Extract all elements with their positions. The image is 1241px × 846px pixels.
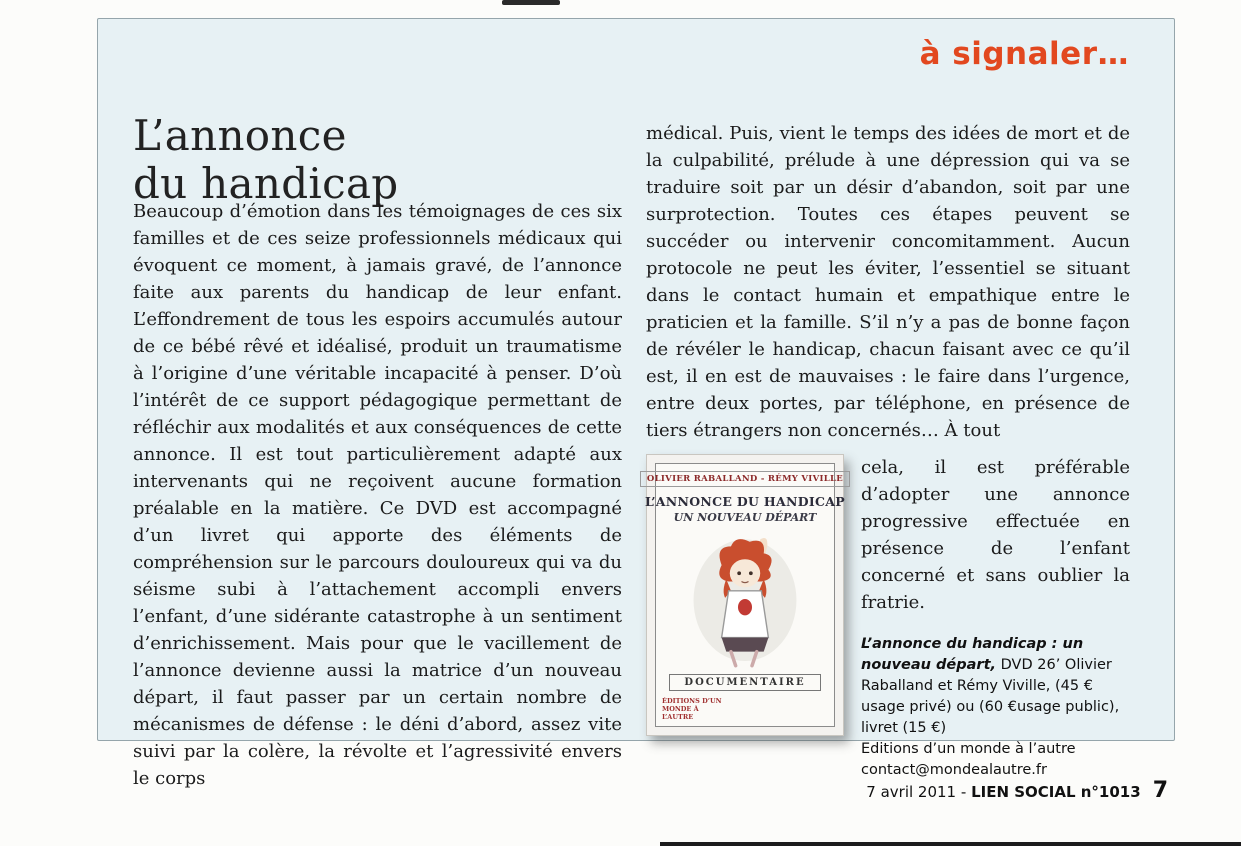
article-column-right: [646, 120, 1130, 781]
footer-magazine: LIEN SOCIAL n°1013: [971, 783, 1141, 801]
scan-artifact-bottom: [660, 842, 1241, 846]
media-row: [646, 454, 1130, 781]
footer-date: 7 avril 2011 -: [866, 783, 972, 801]
dvd-cover-artwork: [662, 524, 828, 674]
page-footer: [0, 778, 1168, 803]
caption-details: DVD 26’ Olivier Raballand et Rémy Viville, (45 € usage privé) ou (60 €usage public), livret (15 €): [861, 657, 1120, 736]
manga-girl-illustration: [686, 530, 804, 668]
dvd-cover-title: L’ANNONCE DU HANDICAP: [645, 494, 845, 509]
contact-email: contact@mondealautre.fr: [861, 762, 1047, 778]
dvd-cover-inner: [645, 463, 845, 727]
article-column-left: [133, 198, 622, 792]
dvd-cover-subtitle: UN NOUVEAU DÉPART: [673, 511, 817, 524]
footer-page-number: 7: [1152, 778, 1168, 803]
dvd-publisher-logo: ÉDITIONS D’UN MONDE À L’AUTRE: [662, 696, 722, 721]
article-body-right: médical. Puis, vient le temps des idées de mort et de la culpabilité, prélude à une dépression qui va se traduire soit par un désir d’abandon, soit par une surprotection. Toutes ces étapes peuvent se succéder ou intervenir concomitamment. Aucun protocole ne peut les éviter, l’essentiel se situant dans le contact humain et empathique entre le praticien et la famille. S’il n’y a pas de bonne façon de révéler le handicap, chacun faisant avec ce qu’il est, il en est de mauvaises : le faire dans l’urgence, entre deux portes, par téléphone, en présence de tiers étrangers non concernés… À tout: [646, 123, 1130, 441]
section-header: à signaler…: [919, 36, 1129, 72]
media-side-column: [861, 454, 1130, 781]
dvd-genre-label: DOCUMENTAIRE: [669, 674, 820, 691]
caption-title: L’annonce du handicap : un nouveau départ,: [861, 636, 1084, 673]
caption-publisher: Editions d’un monde à l’autre: [861, 741, 1076, 757]
article-title-line1: L’annonce: [133, 111, 347, 161]
article-body-left: Beaucoup d’émotion dans les témoignages de ces six familles et de ces seize professionnels médicaux qui évoquent ce moment, à jamais gravé, de l’annonce faite aux parents du handicap de leur enfant. L’effondrement de tous les espoirs accumulés autour de ce bébé rêvé et idéalisé, produit un traumatisme à l’origine d’une véritable incapacité à penser. D’où l’intérêt de ce support pédagogique permettant de réfléchir aux modalités et aux conséquences de cette annonce. Il est tout particulièrement adapté aux intervenants qui ne reçoivent aucune formation préalable en la matière. Ce DVD est accompagné d’un livret qui apporte des éléments de compréhension sur le parcours douloureux qui va du séisme subi à l’attachement accompli envers l’enfant, d’une sidérante catastrophe à un sentiment d’enrichissement. Mais pour que le vacillement de l’annonce devienne aussi la matrice d’un nouveau départ, il faut passer par un certain nombre de mécanismes de défense : le déni d’abord, assez vite suivi par la colère, la révolte et l’agressivité envers le corps: [133, 201, 622, 789]
article-title: [133, 112, 399, 208]
article-title-line2: du handicap: [133, 159, 399, 209]
media-caption: [861, 634, 1130, 781]
dvd-cover-authors: OLIVIER RABALLAND - RÉMY VIVILLE: [640, 471, 850, 487]
dvd-cover: [646, 454, 844, 736]
article-body-wrap: cela, il est préférable d’adopter une annonce progressive effectuée en présence de l’enfant concerné et sans oublier la fratrie.: [861, 457, 1130, 613]
scan-artifact-top: [502, 0, 560, 5]
